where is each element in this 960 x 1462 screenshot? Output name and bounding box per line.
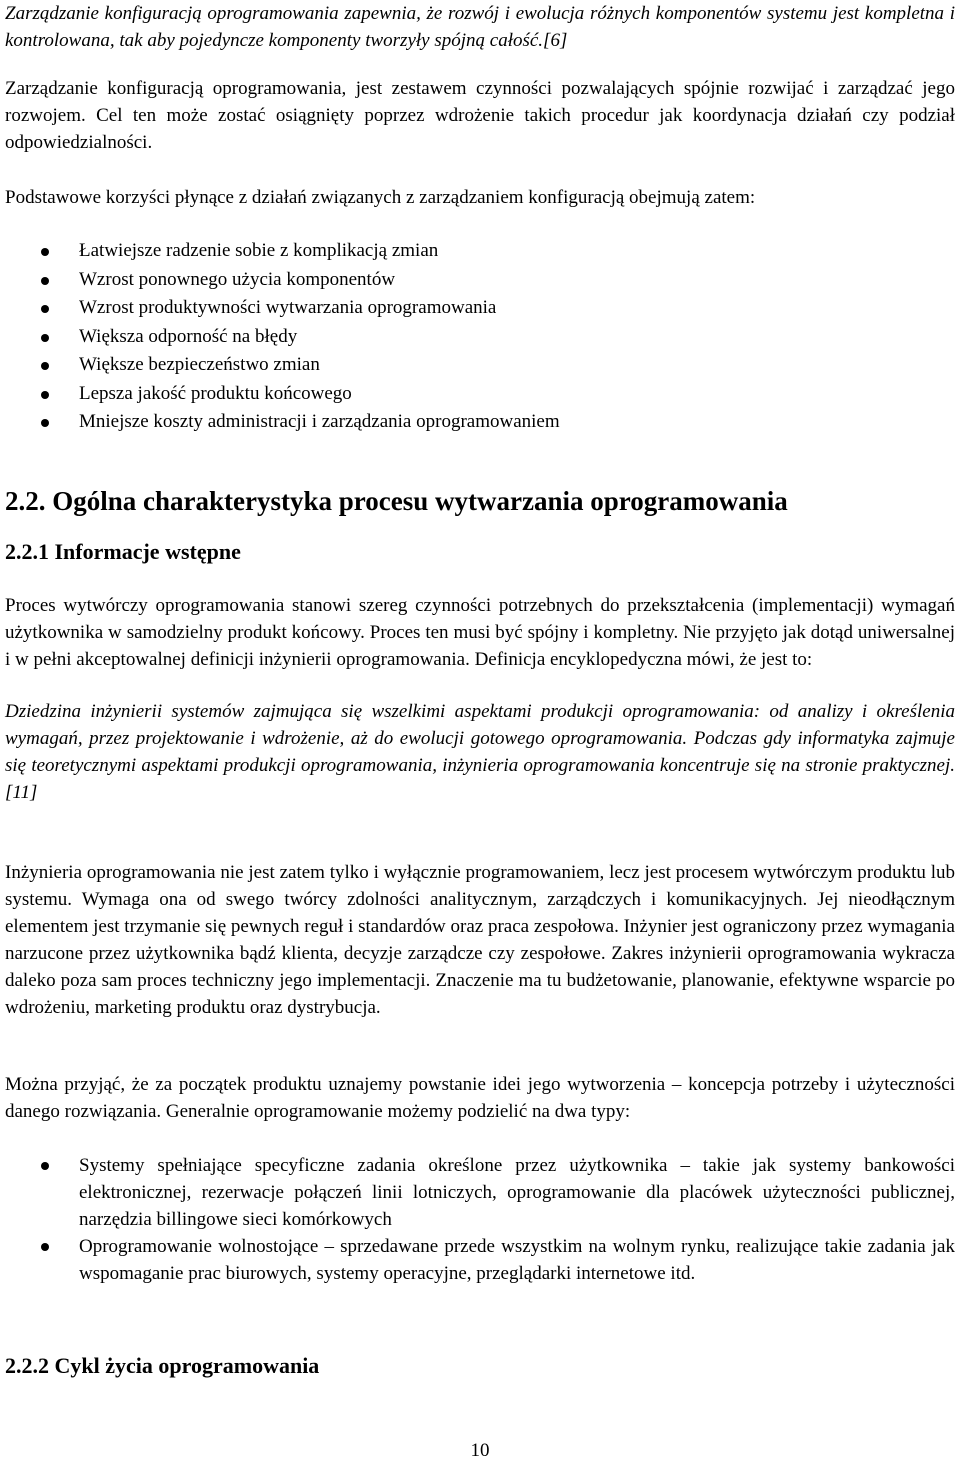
list-item: Łatwiejsze radzenie sobie z komplikacją zmian [5,237,955,266]
benefits-list [5,237,955,437]
benefits-intro-paragraph: Podstawowe korzyści płynące z działań związanych z zarządzaniem konfiguracją obejmują zatem: [5,187,756,208]
list-item: Oprogramowanie wolnostojące – sprzedawane przede wszystkim na wolnym rynku, realizujące takie zadania jak wspomaganie prac biurowych, systemy operacyjne, przeglądarki internetowe itd. [5,1233,955,1287]
section-heading: 2.2. Ogólna charakterystyka procesu wytwarzania oprogramowania [5,486,788,516]
list-item: Większe bezpieczeństwo zmian [5,351,955,380]
product-start-block [5,1071,955,1125]
list-item: Wzrost ponownego użycia komponentów [5,266,955,295]
list-item: Mniejsze koszty administracji i zarządzania oprogramowaniem [5,408,955,437]
intro-italic-block [5,0,955,54]
engineering-paragraph-block [5,859,955,1021]
process-paragraph: Proces wytwórczy oprogramowania stanowi szereg czynności potrzebnych do przekształcenia (implementacji) wymagań użytkownika w samodzielny produkt końcowy. Proces ten musi być spójny i kompletny. Nie przyjęto jak dotąd uniwersalnej i w pełni akceptowalnej definicji inżynierii oprogramowania. Definicja encyklopedyczna mówi, że jest to: [5,595,955,670]
lifecycle-heading-block [5,1352,955,1380]
engineering-paragraph: Inżynieria oprogramowania nie jest zatem tylko i wyłącznie programowaniem, lecz jest procesem wytwórczym produktu lub systemu. Wymaga ona od swego twórcy zdolności analitycznym, zarządczych i komunikacyjnych. Jej nieodłącznym elementem jest trzymanie się pewnych reguł i standardów oraz praca zespołowa. Inżynier jest ograniczony przez wymagania narzucone przez użytkownika bądź klienta, decyzje zarządcze czy zespołowe. Zakres inżynierii oprogramowania wykracza daleko poza sam proces techniczny jego implementacji. Znaczenie ma tu budżetowanie, planowanie, efektywne wsparcie po wdrożeniu, marketing produktu oraz dystrybucja. [5,862,955,1018]
subsection-heading-block [5,538,955,566]
benefits-list-block [5,237,955,437]
benefits-intro-block [5,184,955,211]
process-paragraph-block [5,592,955,673]
product-start-paragraph: Można przyjąć, że za początek produktu uznajemy powstanie idei jego wytworzenia – koncepcja potrzeby i użyteczności danego rozwiązania. Generalnie oprogramowanie możemy podzielić na dwa typy: [5,1074,955,1122]
list-item: Lepsza jakość produktu końcowego [5,380,955,409]
software-types-list [5,1152,955,1287]
page-number: 10 [470,1440,490,1461]
software-types-block [5,1152,955,1287]
subsection-heading: 2.2.1 Informacje wstępne [5,539,241,564]
config-management-paragraph: Zarządzanie konfiguracją oprogramowania, jest zestawem czynności pozwalających spójnie rozwijać i zarządzać jego rozwojem. Cel ten może zostać osiągnięty poprzez wdrożenie takich procedur jak koordynacja działań czy podział odpowiedzialności. [5,78,955,153]
list-item: Wzrost produktywności wytwarzania oprogramowania [5,294,955,323]
definition-block [5,698,955,806]
list-item: Systemy spełniające specyficzne zadania określone przez użytkownika – takie jak systemy bankowości elektronicznej, rezerwacje połączeń linii lotniczych, oprogramowanie dla placówek użyteczności publicznej, narzędzia billingowe sieci komórkowych [5,1152,955,1233]
section-heading-block [5,485,955,517]
list-item: Większa odporność na błędy [5,323,955,352]
config-management-block [5,75,955,156]
intro-italic-paragraph: Zarządzanie konfiguracją oprogramowania zapewnia, że rozwój i ewolucja różnych komponentów systemu jest kompletna i kontrolowana, tak aby pojedyncze komponenty tworzyły spójną całość.[6] [5,3,955,51]
subsection-heading: 2.2.2 Cykl życia oprogramowania [5,1353,320,1378]
definition-quote: Dziedzina inżynierii systemów zajmująca się wszelkimi aspektami produkcji oprogramowania: od analizy i określenia wymagań, przez projektowanie i wdrożenie, aż do ewolucji gotowego oprogramowania. Podczas gdy informatyka zajmuje się teoretycznymi aspektami produkcji oprogramowania, inżynieria oprogramowania koncentruje się na stronie praktycznej.[11] [5,701,955,803]
